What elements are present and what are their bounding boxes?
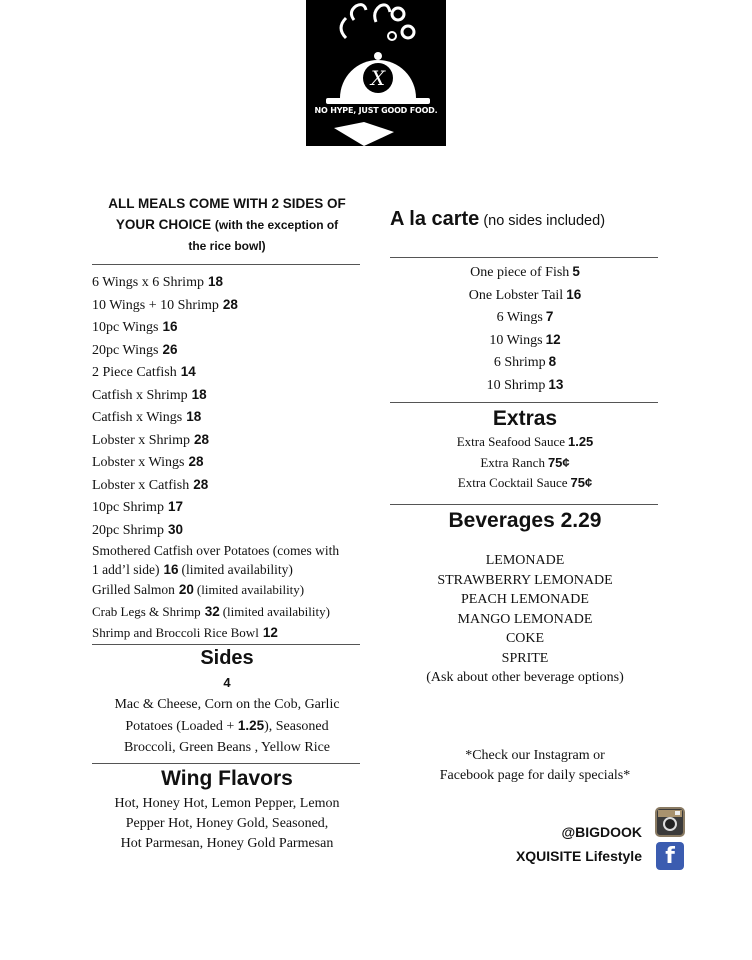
beverage-item: LEMONADE	[485, 553, 565, 568]
beverages-title: Beverages 2.29	[448, 509, 602, 532]
sides-line-2	[92, 715, 362, 737]
logo	[306, 0, 446, 146]
meal-price: 28	[194, 431, 210, 447]
instagram-icon[interactable]	[655, 807, 685, 837]
instagram-handle[interactable]: @BIGDOOK	[561, 824, 642, 840]
alacarte-item	[420, 284, 630, 307]
meal-name: Lobster x Wings	[92, 455, 185, 470]
logo-tagline: NO HYPE, JUST GOOD FOOD.	[314, 106, 438, 115]
meal-intro	[92, 193, 362, 257]
meal-name: 10pc Shrimp	[92, 500, 164, 515]
beverage-item: MANGO LEMONADE	[457, 611, 593, 627]
alacarte-item	[420, 351, 630, 374]
meal-item	[92, 519, 382, 542]
sides-price: 4	[223, 675, 231, 690]
sides-seasoned: ), Seasoned	[264, 719, 329, 734]
intro-line-2-note: (with the exception of	[214, 218, 339, 232]
meal-name: Crab Legs & Shrimp	[92, 603, 201, 619]
divider	[390, 504, 658, 505]
meal-item	[92, 496, 382, 519]
beverage-item: STRAWBERRY LEMONADE	[437, 572, 613, 588]
meal-name: Shrimp and Broccoli Rice Bowl	[92, 625, 259, 640]
meal-price: 18	[191, 386, 207, 402]
meal-item	[92, 339, 382, 362]
alacarte-item	[420, 306, 630, 329]
meal-name: Lobster x Shrimp	[92, 432, 190, 448]
extras-item	[410, 453, 640, 474]
alacarte-price: 8	[548, 354, 557, 369]
beverage-note: (Ask about other beverage options)	[426, 670, 624, 685]
meal-name: 20pc Wings	[92, 342, 159, 358]
meal-price: 20	[178, 582, 194, 597]
sides-loaded: Potatoes (Loaded +	[125, 719, 235, 734]
specials-line-2: Facebook page for daily specials*	[439, 768, 631, 783]
intro-line-1: ALL MEALS COME WITH 2 SIDES OF	[108, 196, 346, 211]
wing-flavors-line: Hot Parmesan, Honey Gold Parmesan	[120, 836, 334, 851]
daily-specials-note	[410, 746, 660, 786]
intro-line-3: the rice bowl)	[188, 239, 266, 253]
sides-loaded-price: 1.25	[237, 718, 265, 733]
meal-item	[92, 601, 382, 623]
wing-flavors-title: Wing Flavors	[161, 767, 293, 790]
extras-price: 1.25	[567, 434, 594, 449]
alacarte-list	[420, 261, 630, 396]
smothered-price: 16	[163, 562, 179, 577]
meal-item	[92, 384, 382, 407]
extras-name: Extra Seafood Sauce	[456, 434, 565, 449]
meal-price: 30	[167, 521, 183, 537]
extras-name: Extra Ranch	[480, 454, 545, 470]
extras-name: Extra Cocktail Sauce	[457, 475, 568, 490]
wing-flavors-line: Pepper Hot, Honey Gold, Seasoned,	[125, 816, 329, 831]
alacarte-price: 16	[566, 286, 582, 302]
meal-price: 28	[188, 454, 204, 469]
sides-line-1: Mac & Cheese, Corn on the Cob, Garlic	[114, 697, 340, 712]
meal-price: 26	[162, 341, 178, 357]
meal-name: Grilled Salmon	[92, 582, 175, 597]
extras-title: Extras	[492, 407, 558, 430]
meal-name: 6 Wings x 6 Shrimp	[92, 275, 204, 290]
alacarte-price: 12	[545, 331, 561, 347]
meals-list	[92, 271, 382, 644]
alacarte-item	[420, 329, 630, 352]
alacarte-name: 6 Shrimp	[493, 355, 546, 370]
facebook-icon[interactable]: f	[656, 842, 684, 870]
divider	[92, 763, 360, 764]
divider	[92, 264, 360, 265]
alacarte-name: One piece of Fish	[470, 265, 570, 280]
beverage-item: PEACH LEMONADE	[461, 592, 589, 607]
meal-item	[92, 361, 382, 384]
specials-line-1: *Check our Instagram or	[465, 748, 605, 763]
svg-text:X: X	[370, 66, 386, 90]
meal-name: Lobster x Catfish	[92, 477, 190, 493]
sides-line-3: Broccoli, Green Beans , Yellow Rice	[123, 740, 331, 755]
meal-name: 10pc Wings	[92, 320, 159, 335]
facebook-page[interactable]: XQUISITE Lifestyle	[515, 848, 642, 864]
alacarte-price: 5	[572, 264, 580, 279]
alacarte-name: 10 Wings	[489, 332, 543, 348]
meal-price: 16	[162, 319, 178, 334]
alacarte-name: One Lobster Tail	[468, 287, 564, 303]
alacarte-title: A la carte	[390, 208, 480, 230]
meal-price: 32	[204, 603, 220, 619]
meal-item	[92, 451, 382, 474]
extras-price: 75¢	[547, 454, 570, 470]
meal-item	[92, 316, 382, 339]
meal-price: 12	[262, 625, 278, 640]
smothered-side: 1 add’l side)	[92, 562, 160, 577]
sides-title: Sides	[200, 647, 254, 669]
meal-item	[92, 429, 382, 452]
meal-name: 10 Wings + 10 Shrimp	[92, 297, 219, 313]
meal-item	[92, 406, 382, 429]
beverage-item: COKE	[505, 631, 545, 646]
meal-item	[92, 579, 382, 601]
meal-name: 20pc Shrimp	[92, 522, 164, 538]
extras-item	[410, 432, 640, 453]
meal-item	[92, 271, 382, 294]
alacarte-price: 13	[548, 376, 564, 392]
meal-price: 18	[207, 274, 223, 289]
extras-item	[410, 473, 640, 494]
meal-item	[92, 474, 382, 497]
alacarte-name: 10 Shrimp	[486, 377, 546, 393]
alacarte-price: 7	[545, 309, 554, 324]
alacarte-item	[420, 261, 630, 284]
meal-price: 18	[186, 409, 202, 424]
meal-note: (limited availability)	[196, 582, 305, 597]
extras-list	[410, 432, 640, 494]
meal-item	[92, 294, 382, 317]
divider	[390, 257, 658, 258]
alacarte-item	[420, 374, 630, 397]
alacarte-name: 6 Wings	[496, 310, 543, 325]
divider	[390, 402, 658, 403]
wing-flavors-line: Hot, Honey Hot, Lemon Pepper, Lemon	[114, 796, 340, 811]
beverages-list	[400, 551, 650, 688]
smothered-note: (limited availability)	[181, 562, 293, 577]
meal-item	[92, 622, 382, 644]
divider	[92, 644, 360, 645]
intro-line-2	[92, 214, 362, 236]
meal-price: 14	[180, 364, 196, 379]
beverage-item: SPRITE	[501, 650, 549, 666]
alacarte-subtitle: (no sides included)	[483, 213, 606, 229]
smothered-line-2	[92, 560, 382, 579]
meal-price: 17	[167, 499, 183, 514]
sides-list	[92, 694, 362, 758]
instagram-glyph	[657, 809, 683, 835]
meal-price: 28	[222, 296, 238, 312]
meal-name: Catfish x Shrimp	[92, 387, 188, 403]
meal-price: 28	[193, 476, 209, 492]
extras-price: 75¢	[570, 475, 593, 490]
smothered-line-1: Smothered Catfish over Potatoes (comes with	[92, 543, 340, 558]
wing-flavors-list	[92, 794, 362, 854]
alacarte-header	[390, 208, 660, 231]
intro-line-2-main: YOUR CHOICE	[115, 217, 212, 232]
meal-name: Catfish x Wings	[92, 410, 183, 425]
cloche-logo-icon	[306, 0, 446, 146]
meal-note: (limited availability)	[222, 603, 330, 619]
meal-name: 2 Piece Catfish	[92, 365, 177, 380]
